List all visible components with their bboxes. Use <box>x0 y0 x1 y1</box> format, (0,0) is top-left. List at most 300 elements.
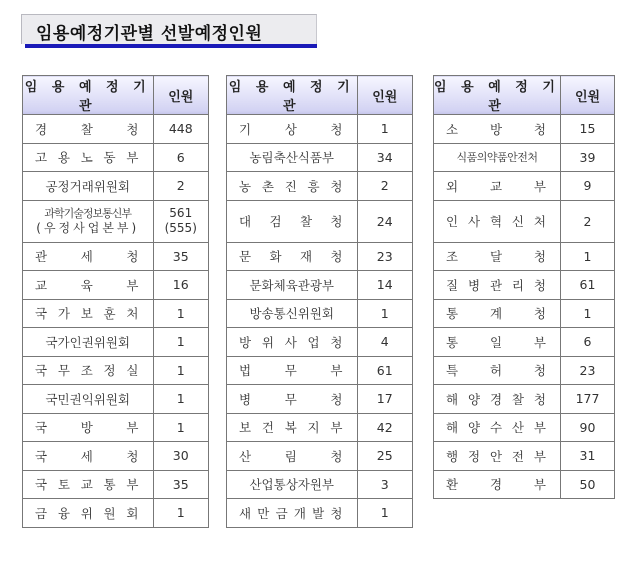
count-sub: (555) <box>164 221 197 235</box>
agency-name-char: 업 <box>307 334 320 350</box>
agency-name-char: 위 <box>80 505 93 521</box>
agency-name-text <box>434 333 560 351</box>
table-row <box>23 143 209 172</box>
agency-name-char: 청 <box>126 121 139 137</box>
agency-count: 15 <box>561 115 615 144</box>
agency-count: 1 <box>153 328 209 357</box>
agency-name-char: 관 <box>35 249 48 265</box>
agency-name-char: 해 <box>446 391 459 407</box>
agency-name-char: 교 <box>489 178 503 194</box>
agency-name <box>434 470 561 499</box>
agency-name-char: 부 <box>533 334 546 350</box>
agency-name-char: 부 <box>330 363 343 379</box>
agency-count: 2 <box>357 172 413 201</box>
agency-name: 식품의약품안전처 <box>434 143 561 172</box>
agency-name-char: 산 <box>239 448 252 464</box>
agency-name-char: 통 <box>446 334 459 350</box>
agency-name-char: 검 <box>269 214 282 229</box>
agency-name-char: 복 <box>284 420 297 436</box>
agency-name-char: 경 <box>35 121 48 137</box>
agency-name-char: 만 <box>257 505 270 521</box>
header-agency: 임 용 예 정 기 관 <box>227 76 358 115</box>
header-agency: 임 용 예 정 기 관 <box>23 76 154 115</box>
agency-name-char: 환 <box>446 477 459 493</box>
agency-name-text <box>227 418 357 436</box>
table-row <box>434 271 615 300</box>
agency-name-char: 기 <box>239 121 252 137</box>
table-row <box>434 470 615 499</box>
agency-name-char: 조 <box>446 249 459 265</box>
agency-name <box>227 200 358 242</box>
agency-name: 공정거래위원회 <box>23 172 154 201</box>
agency-name-text <box>227 212 357 230</box>
agency-count: 50 <box>561 470 615 499</box>
agency-name-char: 통 <box>103 477 116 493</box>
table-row <box>434 242 615 271</box>
agency-name-char: 발 <box>312 505 325 521</box>
agency-name-char: 수 <box>489 420 503 436</box>
agency-name-char: 리 <box>511 277 524 293</box>
agency-name-char: 무 <box>284 391 297 407</box>
agency-name-char: 국 <box>35 448 48 464</box>
table-row <box>227 172 413 201</box>
agency-name-char: 용 <box>57 150 70 166</box>
agency-name <box>227 328 358 357</box>
agency-name-char: 무 <box>57 363 70 379</box>
agency-name: 국민권익위원회 <box>23 385 154 414</box>
table-row <box>23 499 209 528</box>
agency-count: 17 <box>357 385 413 414</box>
agency-name-char: 외 <box>446 178 459 194</box>
agency-name-text <box>434 120 560 138</box>
agency-name-text <box>227 447 357 465</box>
agency-name-char: 청 <box>126 448 139 464</box>
agency-name-char: 동 <box>103 150 116 166</box>
agency-name <box>434 328 561 357</box>
header-count: 인원 <box>153 76 209 115</box>
agency-name <box>434 242 561 271</box>
agency-name-char: 청 <box>330 505 343 521</box>
agency-name-char: 양 <box>467 420 481 436</box>
agency-name-text <box>227 504 357 522</box>
agency-name-char: 인 <box>446 214 459 229</box>
agency-name-char: 부 <box>126 277 139 293</box>
agency-name-char: 대 <box>239 214 252 229</box>
agency-count: 1 <box>357 499 413 528</box>
agency-name <box>434 385 561 414</box>
agency-name-char: 병 <box>467 277 481 293</box>
agency-name-char: 개 <box>293 505 306 521</box>
agency-name-char: 림 <box>284 448 297 464</box>
table-row <box>23 242 209 271</box>
table-row <box>434 356 615 385</box>
agency-name-char: 융 <box>57 505 70 521</box>
table-row <box>434 442 615 471</box>
agency-count: 24 <box>357 200 413 242</box>
table-row <box>23 172 209 201</box>
agency-name-char: 화 <box>269 249 282 265</box>
agency-name-char: 청 <box>330 391 343 407</box>
agency-name <box>227 499 358 528</box>
agency-count: 448 <box>153 115 209 144</box>
table-row <box>434 115 615 144</box>
agency-name-char: 청 <box>330 121 343 137</box>
agency-name <box>227 172 358 201</box>
agency-count: 3 <box>357 470 413 499</box>
agency-name-char: 토 <box>57 477 70 493</box>
agency-count: 9 <box>561 172 615 201</box>
agency-name-char: 부 <box>126 150 139 166</box>
agency-name-text <box>434 304 560 322</box>
agency-count: 23 <box>561 356 615 385</box>
table-header-row <box>227 76 413 115</box>
agency-name-text <box>23 447 153 465</box>
agency-name-char: 청 <box>533 277 546 293</box>
table-row <box>23 356 209 385</box>
agency-name-text <box>434 276 560 294</box>
agency-name-text <box>23 148 153 166</box>
agency-count: 39 <box>561 143 615 172</box>
agency-name <box>23 115 154 144</box>
agency-name <box>227 442 358 471</box>
table-row <box>23 413 209 442</box>
agency-name-char: 청 <box>533 121 546 137</box>
agency-name-char: 부 <box>330 420 343 436</box>
agency-name-char: 부 <box>126 477 139 493</box>
agency-name <box>434 299 561 328</box>
agency-count: 34 <box>357 143 413 172</box>
agency-count: 6 <box>153 143 209 172</box>
agency-name <box>227 385 358 414</box>
agency-name-char: 위 <box>261 334 274 350</box>
agency-name-char: 신 <box>511 214 524 229</box>
agency-name-text <box>23 304 153 322</box>
agency-name-char: 금 <box>275 505 288 521</box>
table-row <box>227 356 413 385</box>
agency-name-text <box>23 475 153 493</box>
agency-name-char: 청 <box>330 214 343 229</box>
agency-name-char: 문 <box>239 249 252 265</box>
table-row <box>227 242 413 271</box>
agency-name-char: 청 <box>330 178 343 194</box>
agency-name-char: 무 <box>284 363 297 379</box>
agency-table-3 <box>433 75 615 499</box>
page-title: 임용예정기관별 선발예정인원 <box>36 24 263 44</box>
agency-name-char: 교 <box>80 477 93 493</box>
agency-name <box>23 499 154 528</box>
agency-name-char: 실 <box>126 363 139 379</box>
agency-name: 산업통상자원부 <box>227 470 358 499</box>
agency-name-char: 보 <box>80 306 93 322</box>
table-row <box>23 442 209 471</box>
agency-count: 1 <box>561 299 615 328</box>
table-row <box>23 385 209 414</box>
table-row <box>434 143 615 172</box>
agency-name <box>434 271 561 300</box>
agency-name-text <box>23 418 153 436</box>
agency-count: 42 <box>357 413 413 442</box>
agency-name-text <box>434 418 560 436</box>
agency-name-char: 청 <box>533 363 546 379</box>
agency-name-char: 보 <box>239 420 252 436</box>
agency-count: 35 <box>153 242 209 271</box>
agency-name-text <box>227 177 357 195</box>
agency-count: 30 <box>153 442 209 471</box>
table-row <box>23 470 209 499</box>
agency-name-char: 달 <box>489 249 503 265</box>
agency-name-char: 찰 <box>511 391 524 407</box>
agency-name-char: 질 <box>446 277 459 293</box>
agency-name-text <box>434 212 560 230</box>
agency-name-text <box>227 390 357 408</box>
agency-name-sub: (우정사업본부) <box>36 221 140 235</box>
agency-count: 1 <box>153 299 209 328</box>
table-row <box>434 413 615 442</box>
agency-name-char: 사 <box>467 214 481 229</box>
agency-name-char: 고 <box>35 150 48 166</box>
agency-count: 2 <box>561 200 615 242</box>
agency-name-char: 흥 <box>307 178 320 194</box>
agency-count: 23 <box>357 242 413 271</box>
agency-name-text <box>227 361 357 379</box>
table-row <box>434 200 615 242</box>
agency-name-char: 세 <box>80 249 93 265</box>
agency-name-char: 국 <box>35 477 48 493</box>
agency-name <box>23 271 154 300</box>
agency-name-text <box>434 177 560 195</box>
agency-name <box>434 442 561 471</box>
agency-name-char: 청 <box>533 249 546 265</box>
agency-count: 90 <box>561 413 615 442</box>
table-row <box>227 299 413 328</box>
agency-name-char: 훈 <box>103 306 116 322</box>
agency-count: 1 <box>153 385 209 414</box>
agency-name <box>23 356 154 385</box>
table-row <box>227 385 413 414</box>
agency-count: 4 <box>357 328 413 357</box>
agency-name-text <box>434 361 560 379</box>
agency-count: 61 <box>561 271 615 300</box>
agency-name-char: 찰 <box>80 121 93 137</box>
agency-name-char: 양 <box>467 391 481 407</box>
table-row <box>23 200 209 242</box>
agency-name-char: 국 <box>35 363 48 379</box>
agency-name-char: 부 <box>533 448 546 464</box>
agency-name-char: 육 <box>80 277 93 293</box>
agency-name-char: 청 <box>330 249 343 265</box>
table-row <box>434 299 615 328</box>
agency-name-char: 처 <box>126 306 139 322</box>
agency-name <box>434 172 561 201</box>
agency-count: 2 <box>153 172 209 201</box>
agency-name-text <box>23 504 153 522</box>
agency-name-char: 특 <box>446 363 459 379</box>
table-row <box>23 271 209 300</box>
agency-name-char: 방 <box>80 420 93 436</box>
agency-name-main: 과학기술정보통신부 <box>44 207 132 220</box>
agency-name-char: 부 <box>533 420 546 436</box>
agency-name-char: 촌 <box>261 178 274 194</box>
agency-name-char: 정 <box>467 448 481 464</box>
agency-name <box>23 242 154 271</box>
agency-count: 35 <box>153 470 209 499</box>
agency-name-char: 방 <box>239 334 252 350</box>
agency-name-char: 지 <box>307 420 320 436</box>
agency-name: 국가인권위원회 <box>23 328 154 357</box>
table-row <box>434 172 615 201</box>
table-row <box>227 499 413 528</box>
agency-name-char: 가 <box>57 306 70 322</box>
agency-count: 1 <box>357 299 413 328</box>
agency-name-char: 행 <box>446 448 459 464</box>
agency-name <box>434 115 561 144</box>
agency-name <box>227 115 358 144</box>
table-row <box>227 143 413 172</box>
agency-name-char: 경 <box>489 477 503 493</box>
table-row <box>227 271 413 300</box>
agency-name-char: 찰 <box>299 214 313 229</box>
agency-name-char: 진 <box>284 178 297 194</box>
agency-name-char: 상 <box>284 121 297 137</box>
agency-name-char: 사 <box>284 334 297 350</box>
agency-name <box>227 413 358 442</box>
agency-name-char: 노 <box>80 150 93 166</box>
agency-name-char: 청 <box>330 334 343 350</box>
agency-count <box>153 200 209 242</box>
agency-name: 방송통신위원회 <box>227 299 358 328</box>
agency-name-text <box>227 120 357 138</box>
agency-name-char: 교 <box>35 277 48 293</box>
header-count: 인원 <box>357 76 413 115</box>
agency-name-text <box>434 447 560 465</box>
agency-name-text <box>434 475 560 493</box>
table-header-row <box>23 76 209 115</box>
agency-name-char: 관 <box>489 277 503 293</box>
agency-name-char: 부 <box>126 420 139 436</box>
table-row <box>227 115 413 144</box>
count-main: 561 <box>169 206 193 220</box>
agency-name-char: 산 <box>511 420 524 436</box>
agency-name-char: 통 <box>446 306 459 322</box>
table-row <box>23 115 209 144</box>
agency-name-char: 혁 <box>489 214 503 229</box>
agency-name-char: 재 <box>299 249 313 265</box>
agency-name <box>434 200 561 242</box>
agency-count: 1 <box>153 499 209 528</box>
agency-name-char: 해 <box>446 420 459 436</box>
agency-name-char: 원 <box>103 505 116 521</box>
agency-table-2 <box>226 75 413 528</box>
agency-name-char: 청 <box>533 306 546 322</box>
agency-name <box>23 413 154 442</box>
agency-table-1 <box>22 75 209 528</box>
agency-name-char: 전 <box>511 448 524 464</box>
agency-name-char: 허 <box>489 363 503 379</box>
agency-name-text <box>434 390 560 408</box>
table-row <box>227 413 413 442</box>
agency-name-char: 청 <box>126 249 139 265</box>
agency-name-char: 청 <box>330 448 343 464</box>
agency-count: 177 <box>561 385 615 414</box>
agency-name-char: 병 <box>239 391 252 407</box>
agency-name <box>434 413 561 442</box>
agency-name: 문화체육관광부 <box>227 271 358 300</box>
agency-name-char: 법 <box>239 363 252 379</box>
title-underline <box>25 44 317 48</box>
agency-count: 31 <box>561 442 615 471</box>
agency-name-text <box>23 361 153 379</box>
agency-name <box>23 143 154 172</box>
table-row <box>227 200 413 242</box>
agency-name-char: 부 <box>533 477 546 493</box>
agency-count: 1 <box>561 242 615 271</box>
header-count: 인원 <box>561 76 615 115</box>
agency-name-text <box>434 247 560 265</box>
agency-count: 25 <box>357 442 413 471</box>
agency-name <box>23 200 154 242</box>
agency-name-char: 국 <box>35 420 48 436</box>
agency-count: 1 <box>153 356 209 385</box>
agency-name-text <box>227 333 357 351</box>
agency-name-char: 소 <box>446 121 459 137</box>
agency-name <box>23 470 154 499</box>
agency-name-char: 방 <box>489 121 503 137</box>
title-box <box>21 14 317 44</box>
table-row <box>227 328 413 357</box>
agency-name <box>227 242 358 271</box>
table-row <box>434 385 615 414</box>
agency-name-char: 일 <box>489 334 503 350</box>
table-row <box>227 442 413 471</box>
agency-name-char: 계 <box>489 306 503 322</box>
agency-count: 14 <box>357 271 413 300</box>
table-row <box>23 299 209 328</box>
agency-name <box>227 356 358 385</box>
agency-name-char: 정 <box>103 363 116 379</box>
agency-name-char: 처 <box>533 214 546 229</box>
table-row <box>434 328 615 357</box>
agency-name-char: 새 <box>239 505 252 521</box>
table-header-row <box>434 76 615 115</box>
agency-name <box>23 299 154 328</box>
agency-name-text <box>227 247 357 265</box>
agency-name-char: 건 <box>261 420 274 436</box>
agency-name-char: 회 <box>126 505 139 521</box>
agency-name-char: 부 <box>533 178 546 194</box>
agency-name-char: 농 <box>239 178 252 194</box>
agency-count: 6 <box>561 328 615 357</box>
agency-count: 1 <box>357 115 413 144</box>
agency-name-text <box>23 120 153 138</box>
table-row <box>23 328 209 357</box>
agency-name-char: 경 <box>489 391 503 407</box>
agency-name <box>434 356 561 385</box>
agency-name-char: 국 <box>35 306 48 322</box>
agency-name-text <box>23 276 153 294</box>
agency-count: 16 <box>153 271 209 300</box>
agency-name: 농림축산식품부 <box>227 143 358 172</box>
agency-name-text <box>23 247 153 265</box>
agency-count: 61 <box>357 356 413 385</box>
agency-count: 1 <box>153 413 209 442</box>
agency-name-char: 조 <box>80 363 93 379</box>
table-row <box>227 470 413 499</box>
agency-name-char: 세 <box>80 448 93 464</box>
agency-name-char: 청 <box>533 391 546 407</box>
agency-name-char: 안 <box>489 448 503 464</box>
header-agency: 임 용 예 정 기 관 <box>434 76 561 115</box>
agency-name <box>23 442 154 471</box>
